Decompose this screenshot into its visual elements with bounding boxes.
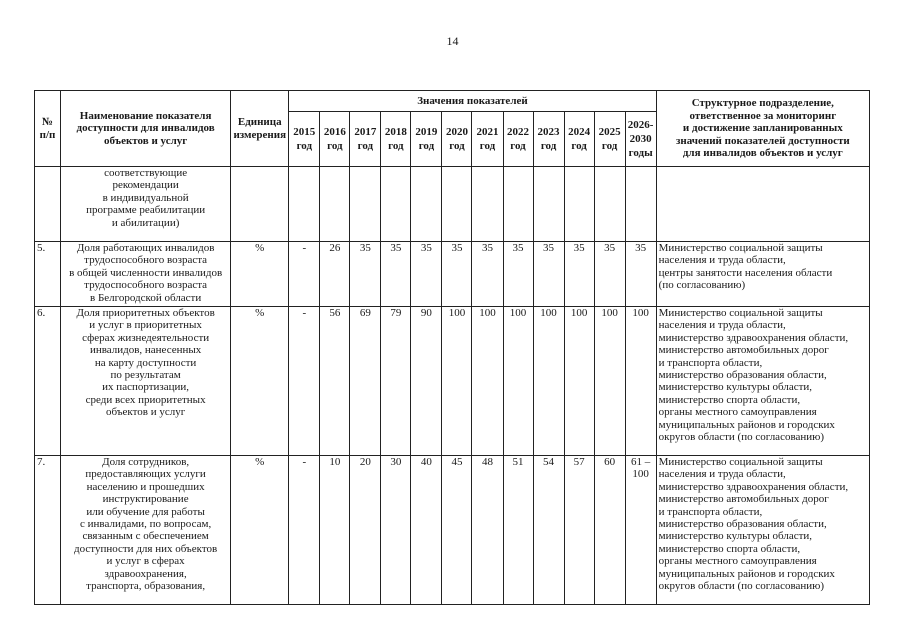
value-cell: 90: [411, 307, 442, 456]
header-year-5: 2020 год: [442, 112, 472, 167]
header-num: № п/п: [35, 91, 61, 167]
value-cell: 56: [320, 307, 350, 456]
value-cell: 35: [503, 242, 533, 307]
indicator-name: соответствующие рекомендации в индивидуальной программе реабилитации и абилитации): [61, 167, 231, 242]
header-year-7: 2022 год: [503, 112, 533, 167]
value-cell: 35: [381, 242, 411, 307]
header-year-6: 2021 год: [472, 112, 503, 167]
table-row: [35, 307, 870, 456]
unit-of-measure: [231, 167, 289, 242]
unit-of-measure: %: [231, 242, 289, 307]
value-cell: 35: [625, 242, 656, 307]
value-cell: [564, 167, 594, 242]
value-cell: [442, 167, 472, 242]
indicator-name: Доля работающих инвалидов трудоспособного возраста в общей численности инвалидов трудоспособного возраста в Белгородской области: [61, 242, 231, 307]
header-year-10: 2025 год: [594, 112, 625, 167]
value-cell: 69: [350, 307, 381, 456]
header-responsible: Структурное подразделение, ответственное за мониторинг и достижение запланированных значений показателей доступности для инвалидов объектов и услуг: [656, 91, 869, 167]
value-cell: 20: [350, 456, 381, 605]
value-cell: [289, 167, 320, 242]
value-cell: [625, 167, 656, 242]
table-row: [35, 167, 870, 242]
value-cell: 35: [350, 242, 381, 307]
header-year-9: 2024 год: [564, 112, 594, 167]
header-name: Наименование показателя доступности для инвалидов объектов и услуг: [61, 91, 231, 167]
indicator-name: Доля сотрудников, предоставляющих услуги населению и прошедших инструктирование или обучение для работы с инвалидами, по вопросам, связанным с обеспечением доступности для них объектов и услуг в сферах здравоохранения, транспорта, образования,: [61, 456, 231, 605]
header-year-0: 2015 год: [289, 112, 320, 167]
value-cell: 57: [564, 456, 594, 605]
header-year-3: 2018 год: [381, 112, 411, 167]
value-cell: -: [289, 307, 320, 456]
value-cell: [320, 167, 350, 242]
value-cell: [472, 167, 503, 242]
value-cell: 100: [533, 307, 564, 456]
responsible-department: Министерство социальной защиты населения и труда области, министерство здравоохранения области, министерство автомобильных дорог и транспорта области, министерство образования области, министерство культуры области, министерство спорта области, органы местного самоуправления муниципальных районов и городских округов области (по согласованию): [656, 456, 869, 605]
value-cell: [381, 167, 411, 242]
table-row: [35, 456, 870, 605]
responsible-department: Министерство социальной защиты населения и труда области, центры занятости населения области (по согласованию): [656, 242, 869, 307]
header-unit: Единица измерения: [231, 91, 289, 167]
value-cell: 35: [564, 242, 594, 307]
header-year-4: 2019 год: [411, 112, 442, 167]
value-cell: 40: [411, 456, 442, 605]
value-cell: 10: [320, 456, 350, 605]
value-cell: 61 – 100: [625, 456, 656, 605]
value-cell: 100: [594, 307, 625, 456]
value-cell: 35: [594, 242, 625, 307]
row-number: 7.: [35, 456, 61, 605]
row-number: 6.: [35, 307, 61, 456]
indicators-table: [34, 90, 870, 605]
responsible-department: [656, 167, 869, 242]
header-year-1: 2016 год: [320, 112, 350, 167]
value-cell: 30: [381, 456, 411, 605]
value-cell: -: [289, 242, 320, 307]
value-cell: 45: [442, 456, 472, 605]
value-cell: 100: [625, 307, 656, 456]
indicator-name: Доля приоритетных объектов и услуг в приоритетных сферах жизнедеятельности инвалидов, нанесенных на карту доступности по результатам их паспортизации, среди всех приоритетных объектов и услуг: [61, 307, 231, 456]
value-cell: 51: [503, 456, 533, 605]
row-number: [35, 167, 61, 242]
value-cell: 54: [533, 456, 564, 605]
header-values: Значения показателей: [289, 91, 656, 112]
value-cell: 100: [564, 307, 594, 456]
header-year-2: 2017 год: [350, 112, 381, 167]
row-number: 5.: [35, 242, 61, 307]
unit-of-measure: %: [231, 456, 289, 605]
value-cell: 35: [472, 242, 503, 307]
value-cell: 35: [533, 242, 564, 307]
value-cell: 35: [442, 242, 472, 307]
page-number: 14: [446, 34, 459, 48]
value-cell: 48: [472, 456, 503, 605]
value-cell: 26: [320, 242, 350, 307]
table-row: [35, 242, 870, 307]
responsible-department: Министерство социальной защиты населения и труда области, министерство здравоохранения области, министерство автомобильных дорог и транспорта области, министерство образования области, министерство культуры области, министерство спорта области, органы местного самоуправления муниципальных районов и городских округов области (по согласованию): [656, 307, 869, 456]
value-cell: [533, 167, 564, 242]
value-cell: 100: [503, 307, 533, 456]
unit-of-measure: %: [231, 307, 289, 456]
header-year-11: 2026- 2030 годы: [625, 112, 656, 167]
header-year-8: 2023 год: [533, 112, 564, 167]
value-cell: -: [289, 456, 320, 605]
value-cell: 79: [381, 307, 411, 456]
value-cell: [503, 167, 533, 242]
value-cell: 100: [442, 307, 472, 456]
value-cell: [350, 167, 381, 242]
value-cell: [594, 167, 625, 242]
value-cell: 35: [411, 242, 442, 307]
value-cell: 100: [472, 307, 503, 456]
value-cell: 60: [594, 456, 625, 605]
value-cell: [411, 167, 442, 242]
